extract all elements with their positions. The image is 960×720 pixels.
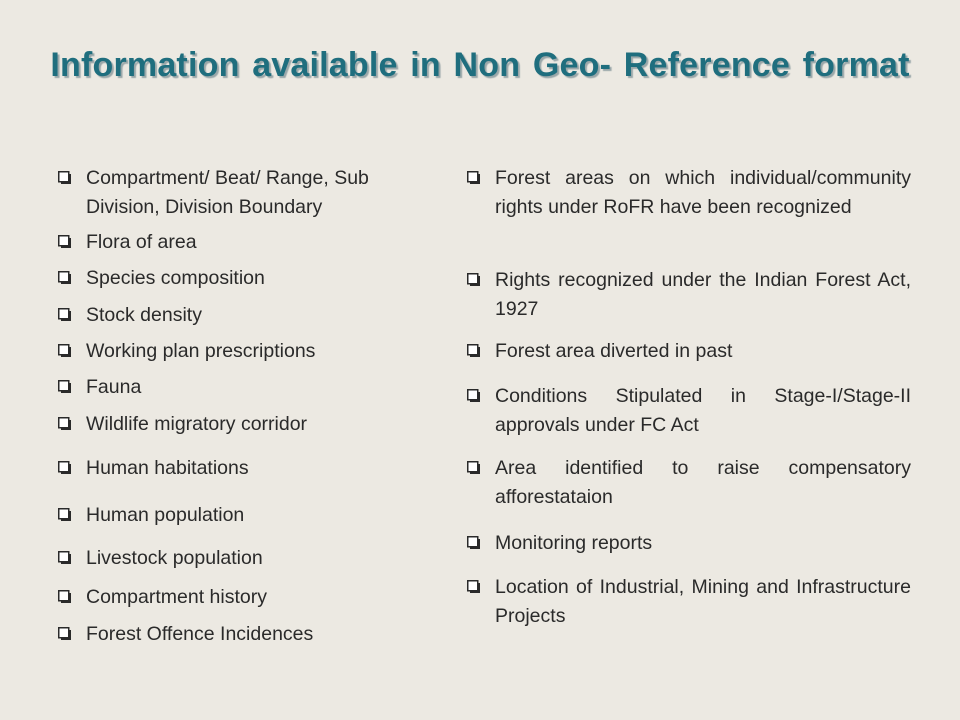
square-bullet-icon (58, 627, 71, 640)
square-bullet-icon (58, 508, 71, 521)
list-item (467, 454, 911, 512)
list-item (58, 410, 436, 439)
list-item-text: Flora of area (86, 231, 197, 253)
square-bullet-icon (58, 271, 71, 284)
square-bullet-icon (467, 344, 480, 357)
list-item-text: Conditions Stipulated in Stage-I/Stage-II approvals under FC Act (495, 385, 911, 436)
list-item-text: Forest area diverted in past (495, 340, 733, 362)
square-bullet-icon (467, 461, 480, 474)
list-item-text: Forest Offence Incidences (86, 623, 314, 645)
square-bullet-icon (58, 235, 71, 248)
slide-title: Information available in Non Geo- Reference format (50, 46, 910, 84)
list-item-text: Monitoring reports (495, 532, 653, 554)
list-item-text: Species composition (86, 267, 265, 289)
list-item (58, 337, 436, 366)
list-item-text: Working plan prescriptions (86, 340, 316, 362)
square-bullet-icon (467, 389, 480, 402)
list-item-text: Compartment/ Beat/ Range, Sub Division, Division Boundary (86, 167, 369, 218)
list-item-text: Compartment history (86, 586, 267, 608)
list-item (58, 301, 436, 330)
list-item-text: Forest areas on which individual/community rights under RoFR have been recognized (495, 167, 911, 218)
square-bullet-icon (58, 551, 71, 564)
list-item (467, 266, 911, 324)
list-item-text: Wildlife migratory corridor (86, 413, 308, 435)
list-item-text: Human population (86, 504, 245, 526)
square-bullet-icon (58, 380, 71, 393)
list-item-text: Location of Industrial, Mining and Infrastructure Projects (495, 576, 911, 627)
square-bullet-icon (467, 536, 480, 549)
square-bullet-icon (467, 580, 480, 593)
square-bullet-icon (467, 273, 480, 286)
square-bullet-icon (58, 171, 71, 184)
square-bullet-icon (58, 344, 71, 357)
list-item-text: Livestock population (86, 547, 263, 569)
list-item (58, 454, 436, 483)
list-item (58, 264, 436, 293)
list-item (467, 337, 911, 366)
list-item-text: Fauna (86, 376, 142, 398)
square-bullet-icon (58, 461, 71, 474)
list-item (58, 164, 436, 222)
list-item (58, 501, 436, 530)
list-item-text: Human habitations (86, 457, 249, 479)
list-item-text: Area identified to raise compensatory afforestataion (495, 457, 911, 508)
list-item (467, 382, 911, 440)
list-item (58, 583, 436, 612)
list-item (467, 573, 911, 631)
list-item-text: Stock density (86, 304, 202, 326)
square-bullet-icon (58, 417, 71, 430)
list-item-text: Rights recognized under the Indian Forest Act, 1927 (495, 269, 911, 320)
list-item (467, 529, 911, 558)
square-bullet-icon (58, 308, 71, 321)
square-bullet-icon (58, 590, 71, 603)
list-item (58, 544, 436, 573)
square-bullet-icon (467, 171, 480, 184)
list-item (467, 164, 911, 222)
list-item (58, 373, 436, 402)
list-item (58, 620, 436, 649)
list-item (58, 228, 436, 257)
